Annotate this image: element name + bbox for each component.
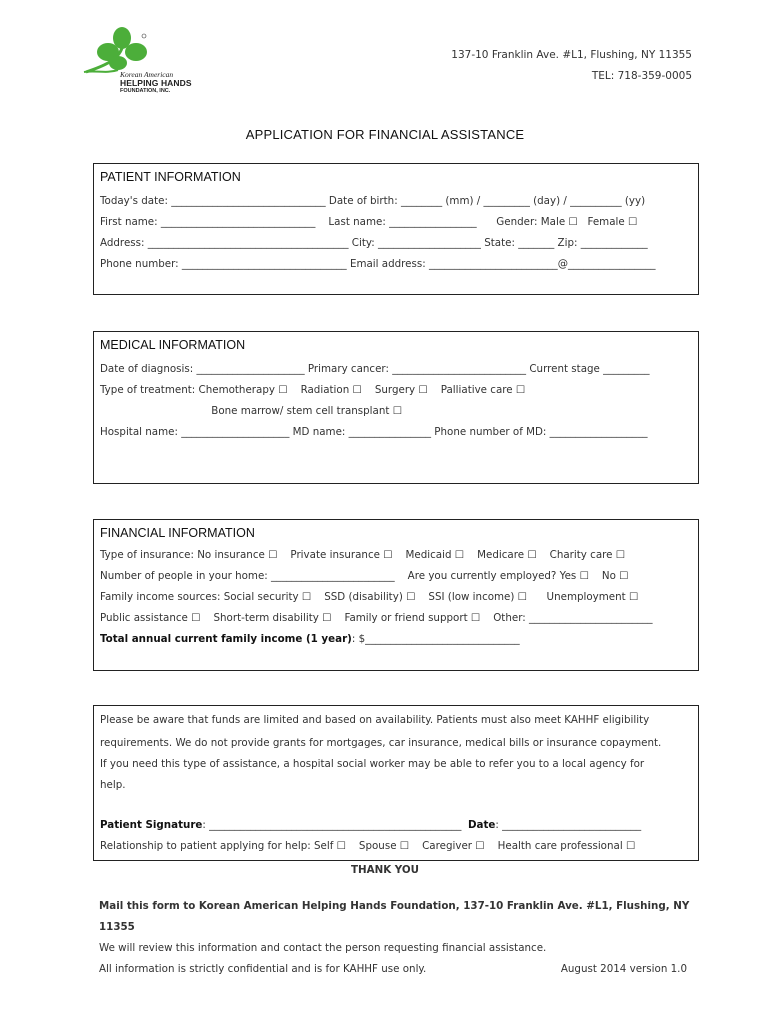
confidential-note: All information is strictly confidential and is for KAHHF use only.	[99, 963, 427, 975]
other-income-row[interactable]: Public assistance ☐ Short-term disability ☐ Family or friend support ☐ Other: ________________________	[100, 612, 653, 624]
thank-you: THANK YOU	[351, 864, 419, 876]
contact-row[interactable]: Phone number: ________________________________ Email address: _________________________@_________________	[100, 258, 656, 270]
patient-information-section	[93, 163, 699, 295]
transplant-row[interactable]: Bone marrow/ stem cell transplant ☐	[100, 405, 402, 417]
financial-information-section	[93, 519, 699, 671]
mail-instructions-line2: 11355	[99, 921, 135, 933]
date-label: Date	[468, 819, 496, 831]
income-sources-row[interactable]: Family income sources: Social security ☐ SSD (disability) ☐ SSI (low income) ☐ Unemployment ☐	[100, 591, 639, 603]
org-name-line3: FOUNDATION, INC.	[120, 88, 171, 94]
insurance-row[interactable]: Type of insurance: No insurance ☐ Private insurance ☐ Medicaid ☐ Medicare ☐ Charity care ☐	[100, 549, 625, 561]
org-phone: TEL: 718-359-0005	[591, 70, 692, 82]
signature-label: Patient Signature	[100, 819, 203, 831]
mail-instructions-line1: Mail this form to Korean American Helping Hands Foundation, 137-10 Franklin Ave. #L1, Flushing, NY	[99, 900, 690, 912]
hospital-row[interactable]: Hospital name: _____________________ MD name: ________________ Phone number of MD: ___________________	[100, 426, 648, 438]
treatment-row[interactable]: Type of treatment: Chemotherapy ☐ Radiation ☐ Surgery ☐ Palliative care ☐	[100, 384, 526, 396]
relationship-row[interactable]: Relationship to patient applying for help: Self ☐ Spouse ☐ Caregiver ☐ Health care professional ☐	[100, 840, 636, 852]
page-title: APPLICATION FOR FINANCIAL ASSISTANCE	[245, 127, 525, 142]
notice-line-4: help.	[100, 779, 126, 791]
notice-line-1: Please be aware that funds are limited and based on availability. Patients must also meet KAHHF eligibility	[100, 714, 650, 726]
signature-field[interactable]: : _________________________________________________	[202, 819, 462, 831]
total-income-label: Total annual current family income (1 year)	[100, 633, 352, 645]
name-gender-row[interactable]: First name: ______________________________ Last name: _________________ Gender: Male ☐ Female ☐	[100, 216, 638, 228]
total-income-row[interactable]	[100, 633, 520, 645]
medical-section-heading: MEDICAL INFORMATION	[100, 338, 246, 352]
notice-signature-section	[93, 705, 699, 861]
notice-line-2: requirements. We do not provide grants for mortgages, car insurance, medical bills or insurance copayment.	[100, 737, 662, 749]
financial-section-heading: FINANCIAL INFORMATION	[100, 526, 255, 540]
signature-date-row[interactable]	[468, 819, 641, 831]
foundation-logo	[82, 26, 194, 98]
patient-section-heading: PATIENT INFORMATION	[100, 170, 241, 184]
date-field[interactable]: : ___________________________	[495, 819, 642, 831]
medical-information-section	[93, 331, 699, 484]
diagnosis-row[interactable]: Date of diagnosis: _____________________ Primary cancer: __________________________ Current stage _________	[100, 363, 650, 375]
version-label: August 2014 version 1.0	[560, 963, 687, 975]
signature-row[interactable]	[100, 819, 461, 831]
org-address: 137-10 Franklin Ave. #L1, Flushing, NY 11355	[451, 49, 692, 61]
org-name-line2: HELPING HANDS	[120, 78, 192, 88]
notice-line-3: If you need this type of assistance, a hospital social worker may be able to refer you to a local agency for	[100, 758, 645, 770]
org-name-line1: Korean American	[120, 70, 174, 79]
address-row[interactable]: Address: _______________________________________ City: ____________________ State: _______ Zip: _____________	[100, 237, 648, 249]
household-employment-row[interactable]: Number of people in your home: ________________________ Are you currently employed? Yes ☐ No ☐	[100, 570, 629, 582]
review-note: We will review this information and contact the person requesting financial assistance.	[99, 942, 547, 954]
dates-row[interactable]: Today's date: ______________________________ Date of birth: ________ (mm) / _________ (day) / __________ (yy)	[100, 195, 646, 207]
total-income-field[interactable]: : $______________________________	[351, 633, 520, 645]
